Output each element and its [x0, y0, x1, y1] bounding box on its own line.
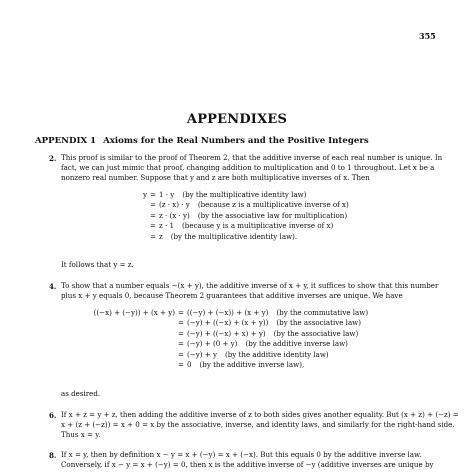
equation-row: = (−y) + ((−x) + x) + y) (by the associative law)	[178, 328, 359, 338]
equation-reason: (by the multiplicative identity law).	[170, 231, 298, 241]
equation-reason: (by the commutative law)	[276, 308, 369, 317]
text-line: Thus x = y.	[61, 430, 101, 440]
page-number: 355	[419, 31, 436, 41]
equation-rhs: (z · x) · y	[159, 200, 190, 210]
equation-rhs: 1 · y	[159, 190, 175, 199]
equation-rhs: ((−y) + (−x)) + (x + y)	[187, 308, 269, 317]
item-number: 8.	[49, 451, 57, 460]
item-number: 2.	[49, 154, 57, 163]
text-line: nonzero real number. Suppose that y and z are both multiplicative inverses of x. Then	[61, 173, 370, 183]
text-line: x + (z + (−z)) = x + 0 = x by the associative, inverse, and identity laws, and similarly for the right-hand side.	[61, 419, 455, 429]
equation-row: = (−y) + y (by the additive identity law)	[178, 349, 329, 359]
equation-reason: (by the additive inverse law)	[245, 339, 348, 349]
equation-rhs: 0	[187, 360, 192, 370]
equation-reason: (by the associative law)	[273, 328, 359, 338]
equation-reason: (because z is a multiplicative inverse of x)	[197, 200, 349, 210]
text-line: If x = y, then by definition x − y = x + (−y) = x + (−x). But this equals 0 by the additive inverse law.	[61, 449, 422, 459]
equation-lhs: y	[142, 190, 147, 199]
text-line: plus x + y equals 0, because Theorem 2 guarantees that additive inverses are unique. We have	[61, 290, 403, 300]
equation-row: = (−y) + (0 + y) (by the additive inverse law)	[178, 339, 348, 349]
section-title: Axioms for the Real Numbers and the Positive Integers	[103, 136, 369, 146]
equation-reason: (by the additive inverse law),	[199, 360, 305, 370]
equation-rhs: (−y) + ((−x) + (x + y))	[187, 318, 269, 328]
text-line: This proof is similar to the proof of Theorem 2, that the additive inverse of each real number is unique. In	[61, 152, 443, 162]
equation-block	[135, 190, 349, 242]
equation-row: = z · 1 (because y is a multiplicative inverse of x)	[150, 221, 334, 231]
equation-row: = (z · x) · y (because z is a multiplicative inverse of x)	[150, 200, 349, 210]
equation-reason: (by the associative law for multiplication)	[197, 210, 348, 220]
equation-rhs: (−y) + (0 + y)	[187, 339, 238, 349]
item-conclusion: as desired.	[61, 389, 101, 398]
equation-reason: (because y is a multiplicative inverse of x)	[182, 221, 334, 231]
equation-reason: (by the associative law)	[276, 318, 362, 328]
equation-rhs: z · (x · y)	[159, 210, 190, 220]
item-paragraph	[61, 410, 459, 441]
item-paragraph	[61, 450, 434, 471]
equation-reason: (by the multiplicative identity law)	[182, 190, 307, 199]
text-line: To show that a number equals −(x + y), the additive inverse of x + y, it suffices to show that this number	[61, 280, 439, 290]
equation-lhs: ((−x) + (−y)) + (x + y)	[93, 308, 175, 317]
page-title: APPENDIXES	[186, 112, 288, 127]
item-number: 6.	[49, 411, 57, 420]
equation-rhs: (−y) + y	[187, 349, 217, 359]
equation-row: = z · (x · y) (by the associative law for multiplication)	[150, 210, 348, 220]
equation-block	[83, 308, 368, 370]
equation-row: y = 1 · y (by the multiplicative identity law)	[135, 190, 349, 200]
section-heading	[35, 136, 369, 146]
equation-reason: (by the additive identity law)	[224, 349, 329, 359]
item-conclusion: It follows that y = z.	[61, 260, 134, 269]
text-line: Conversely, if x − y = x + (−y) = 0, then x is the additive inverse of −y (additive inverses are unique by	[61, 459, 434, 469]
text-line: fact, we can just mimic that proof, changing addition to multiplication and 0 to 1 throughout. Let x be a	[61, 162, 435, 172]
equation-row: = 0 (by the additive inverse law),	[178, 360, 305, 370]
section-number: APPENDIX 1	[35, 136, 97, 146]
item-paragraph	[61, 281, 438, 302]
item-number: 4.	[49, 282, 57, 291]
item-paragraph	[61, 153, 442, 184]
equation-rhs: z · 1	[159, 221, 175, 231]
equation-row: = (−y) + ((−x) + (x + y)) (by the associative law)	[178, 318, 362, 328]
equation-row: = z (by the multiplicative identity law).	[150, 231, 298, 241]
equation-rhs: (−y) + ((−x) + x) + y)	[187, 328, 266, 338]
equation-rhs: z	[159, 231, 163, 241]
text-line: If x + z = y + z, then adding the additive inverse of z to both sides gives another equality. But (x + z) + (−z) =	[61, 409, 459, 419]
equation-row: ((−x) + (−y)) + (x + y) = ((−y) + (−x)) + (x + y) (by the commutative law)	[83, 308, 368, 318]
